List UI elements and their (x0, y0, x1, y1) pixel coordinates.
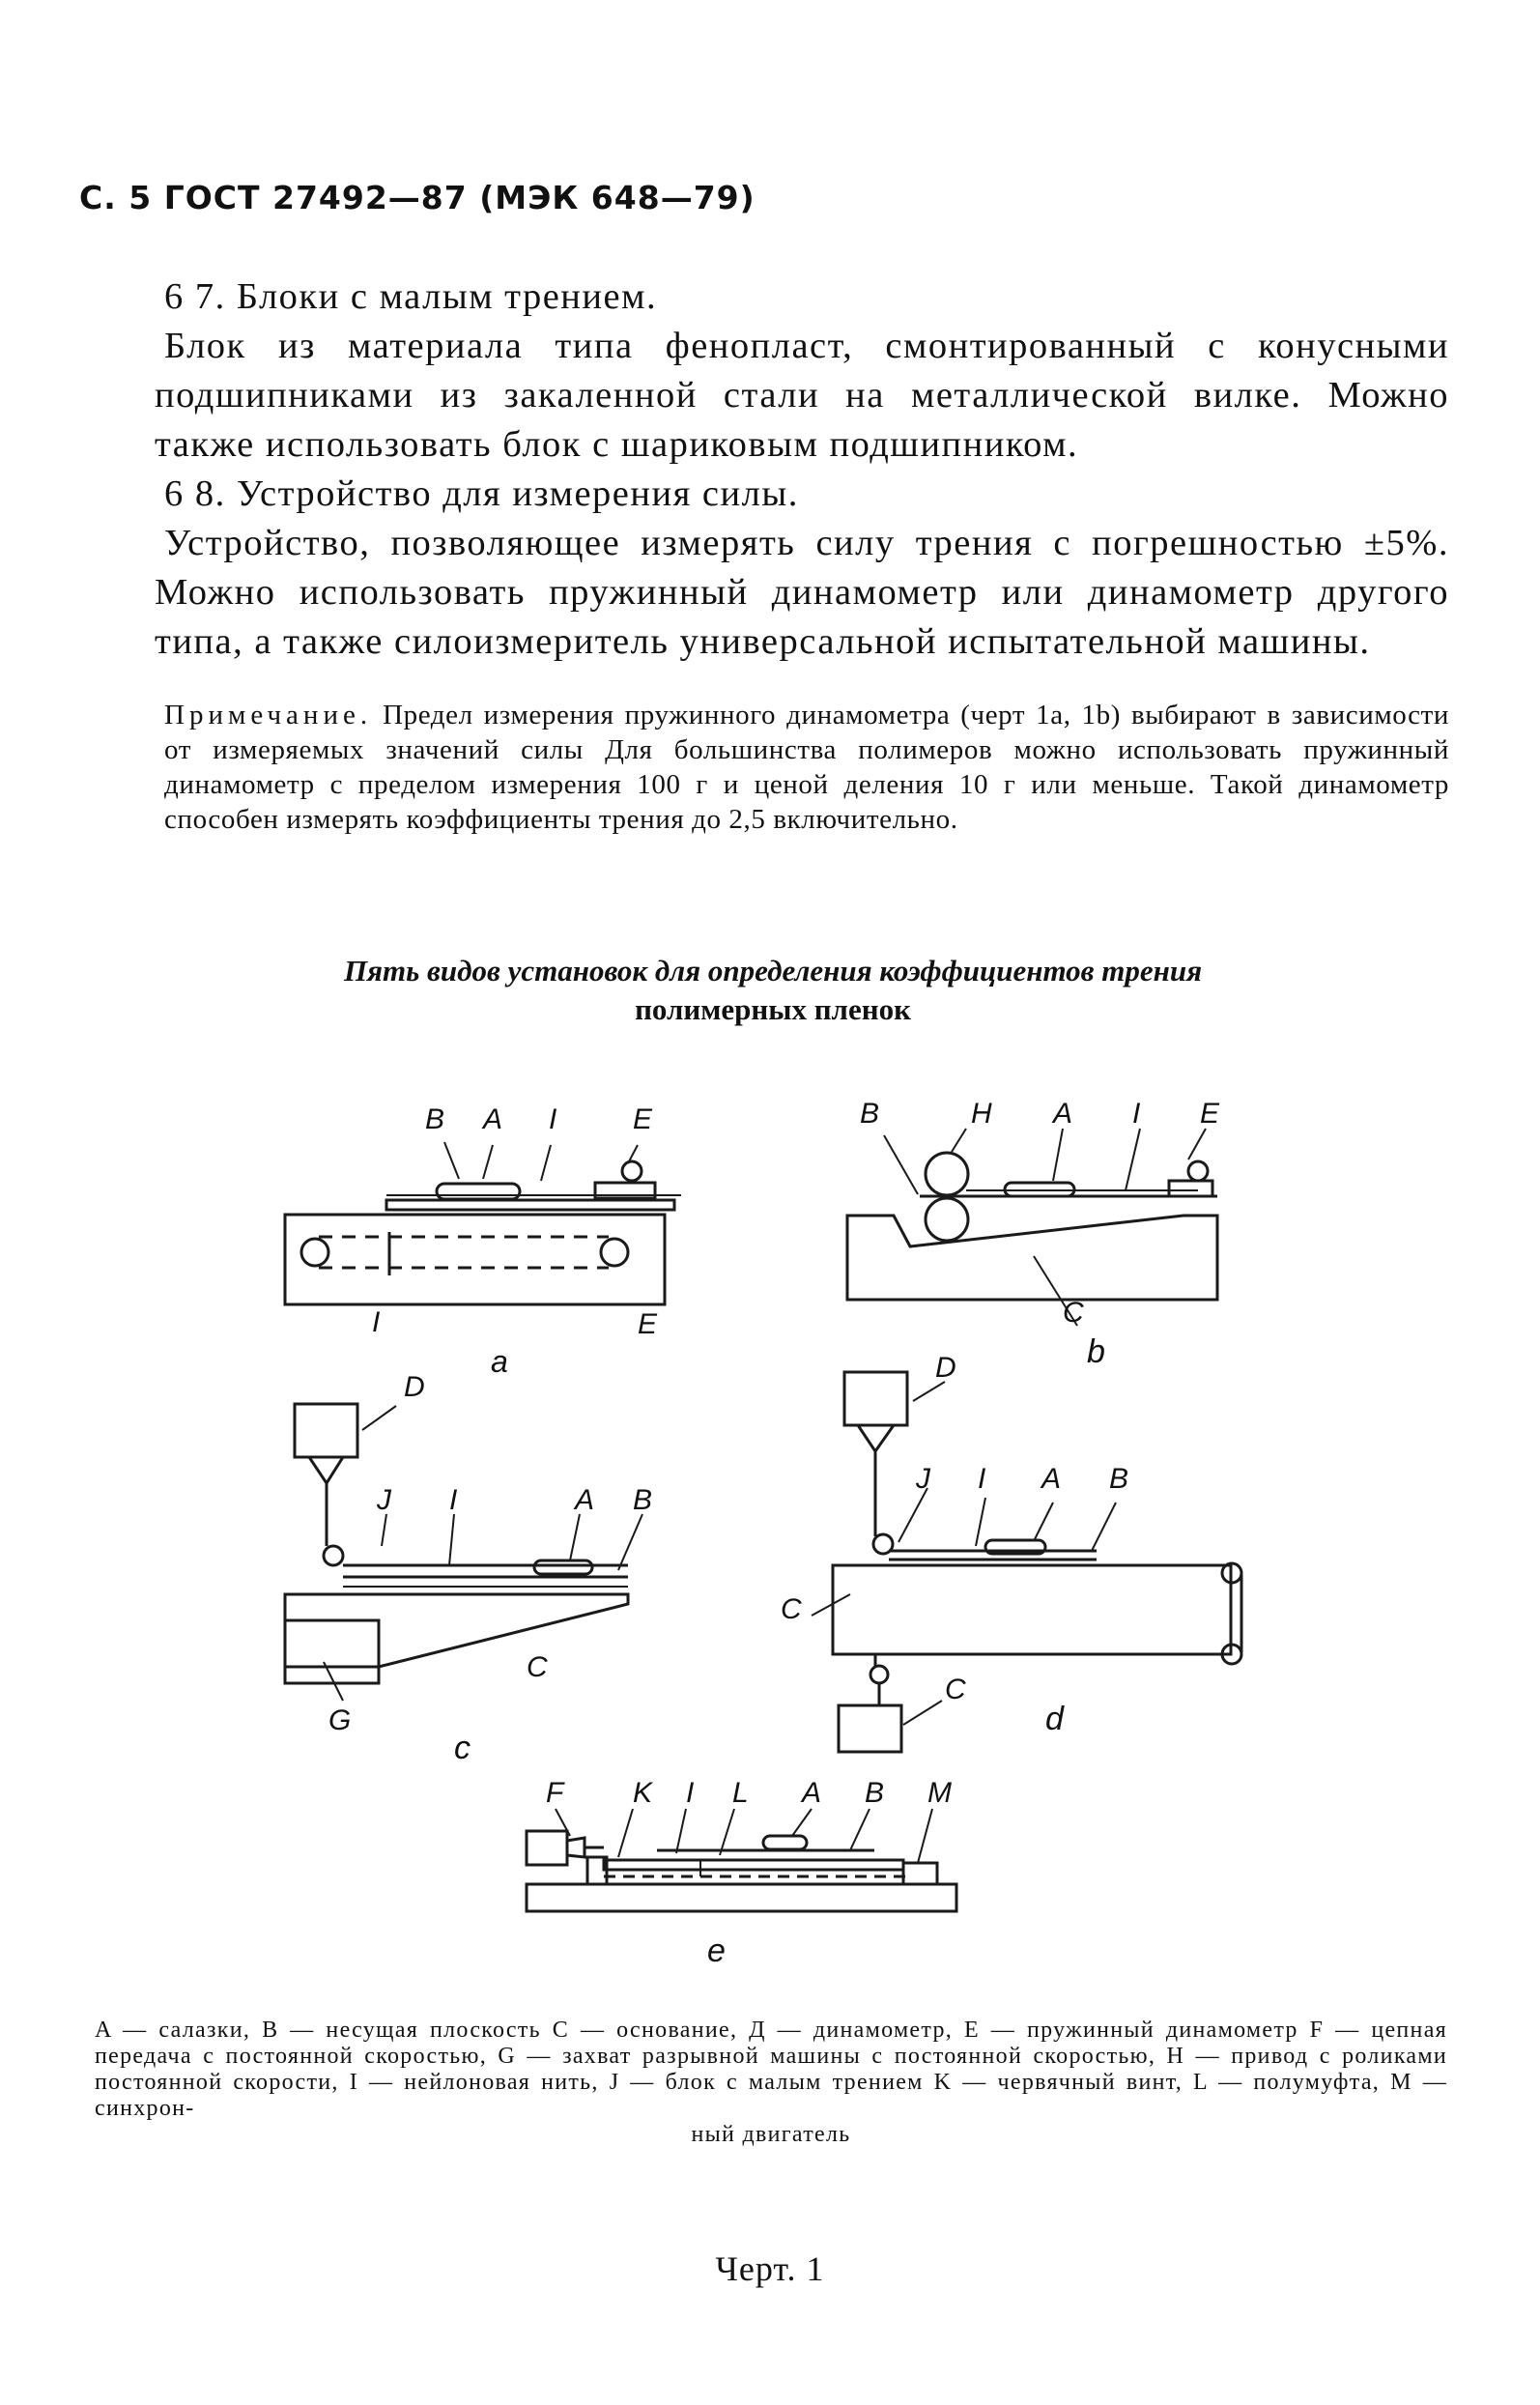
figure-title-line1: Пять видов установок для определения коэффициентов трения (343, 954, 1203, 988)
e-label-top-1: F (546, 1777, 564, 1809)
a-label-bottom-2: E (638, 1308, 658, 1340)
c-label-mid-1: J (377, 1484, 391, 1516)
a-label-bottom-1: I (372, 1306, 381, 1338)
a-base (285, 1215, 665, 1304)
b-label-top-1: B (860, 1098, 880, 1130)
e-sync-motor (903, 1863, 937, 1884)
paragraph-6-7-body: Блок из материала типа фенопласт, смонтированный с конусными подшипниками из закаленной стали на металлической вилке. Можно также использовать блок с шариковым подшипником. (155, 326, 1449, 465)
c-dynamometer (295, 1404, 357, 1457)
subfigure-d (781, 1352, 1241, 1752)
c-label-bottom-1: G (328, 1704, 352, 1736)
d-label-mid-1: J (916, 1463, 930, 1495)
d-weight (839, 1705, 901, 1752)
a-label-top-3: I (549, 1103, 557, 1135)
b-label-top-4: I (1132, 1098, 1141, 1130)
a-sled (437, 1184, 520, 1199)
e-label-top-3: I (686, 1777, 695, 1809)
d-label-mid-2: I (978, 1463, 986, 1495)
subfigure-c (285, 1371, 652, 1766)
b-upper-roller (926, 1153, 968, 1195)
c-label-mid-2: I (449, 1484, 458, 1516)
b-dynamometer (1169, 1181, 1212, 1196)
e-base (527, 1884, 956, 1911)
figure-title-line2: полимерных пленок (635, 992, 911, 1026)
c-label-top: D (404, 1371, 425, 1403)
e-label-top-6: B (865, 1777, 885, 1809)
c-letter: c (454, 1730, 471, 1766)
c-sled (534, 1560, 592, 1574)
a-right-pulley (601, 1239, 628, 1266)
e-carriage (604, 1860, 903, 1870)
c-incline (285, 1594, 628, 1667)
e-label-top-7: M (927, 1777, 952, 1809)
e-label-top-2: K (633, 1777, 653, 1809)
page-header: С. 5 ГОСТ 27492—87 (МЭК 648—79) (79, 179, 756, 216)
e-label-top-5: A (802, 1777, 822, 1809)
b-letter: b (1087, 1333, 1105, 1370)
c-label-bottom-2: C (527, 1651, 548, 1683)
a-left-pulley (301, 1239, 328, 1266)
note-text: Предел измерения пружинного динамометра (черт 1a, 1b) выбирают в зависимости от измеряемых значений силы Для большинства полимеров можно использовать пружинный динамометр с пределом измерения 100 г и ценой деления 10 г или меньше. Такой динамометр способен измерять коэффициенты трения до 2,5 включительно. (164, 700, 1449, 835)
d-label-mid-3: A (1041, 1463, 1062, 1495)
b-lower-roller (926, 1198, 968, 1241)
d-base (833, 1565, 1231, 1654)
a-label-top-4: E (633, 1103, 653, 1135)
d-dynamometer (844, 1372, 907, 1425)
subfigure-e (527, 1777, 956, 1969)
d-letter: d (1045, 1701, 1064, 1737)
paragraph-6-7-heading: 6 7. Блоки с малым трением. (164, 276, 658, 317)
legend-last-line: ный двигатель (691, 2122, 851, 2147)
c-pulley (324, 1546, 343, 1565)
note-lead: Примечание. (164, 700, 373, 730)
d-label-mid-4: B (1109, 1463, 1129, 1495)
d-label-side-2: C (945, 1674, 966, 1705)
a-label-top-1: B (425, 1103, 445, 1135)
c-label-mid-3: A (575, 1484, 595, 1516)
a-label-top-2: A (483, 1103, 503, 1135)
b-base (847, 1216, 1217, 1300)
a-plate (386, 1200, 674, 1210)
e-motor (527, 1831, 567, 1865)
c-label-mid-4: B (633, 1484, 653, 1516)
e-letter: e (707, 1933, 726, 1969)
e-sled (763, 1836, 807, 1849)
b-label-top-5: E (1200, 1098, 1220, 1130)
legend-main: A — салазки, B — несущая плоскость C — основание, Д — динамометр, E — пружинный динамометр F — цепная передача с постоянной скоростью, G — захват разрывной машины с постоянной скоростью, H — привод с роликами постоянной скорости, I — нейлоновая нить, J — блок с малым трением K — червячный винт, L — полумуфта, M — синхрон- (95, 2018, 1447, 2121)
b-label-top-3: A (1053, 1098, 1073, 1130)
c-base-block (285, 1620, 379, 1683)
paragraph-6-8-body: Устройство, позволяющее измерять силу трения с погрешностью ±5%. Можно использовать пружинный динамометр или динамометр другого типа, а также силоизмеритель универсальной испытательной машины. (155, 523, 1449, 662)
subfigure-a (285, 1103, 681, 1379)
e-label-top-4: L (732, 1777, 749, 1809)
b-label-bottom-1: C (1063, 1297, 1084, 1329)
d-label-top: D (935, 1352, 956, 1384)
figure-legend (95, 2018, 1447, 2148)
d-label-side-1: C (781, 1593, 802, 1625)
figure-caption: Черт. 1 (715, 2249, 825, 2288)
b-label-top-2: H (971, 1098, 992, 1130)
subfigure-b (847, 1098, 1220, 1370)
paragraph-6-8-heading: 6 8. Устройство для измерения силы. (164, 473, 799, 514)
a-letter: a (491, 1344, 508, 1379)
